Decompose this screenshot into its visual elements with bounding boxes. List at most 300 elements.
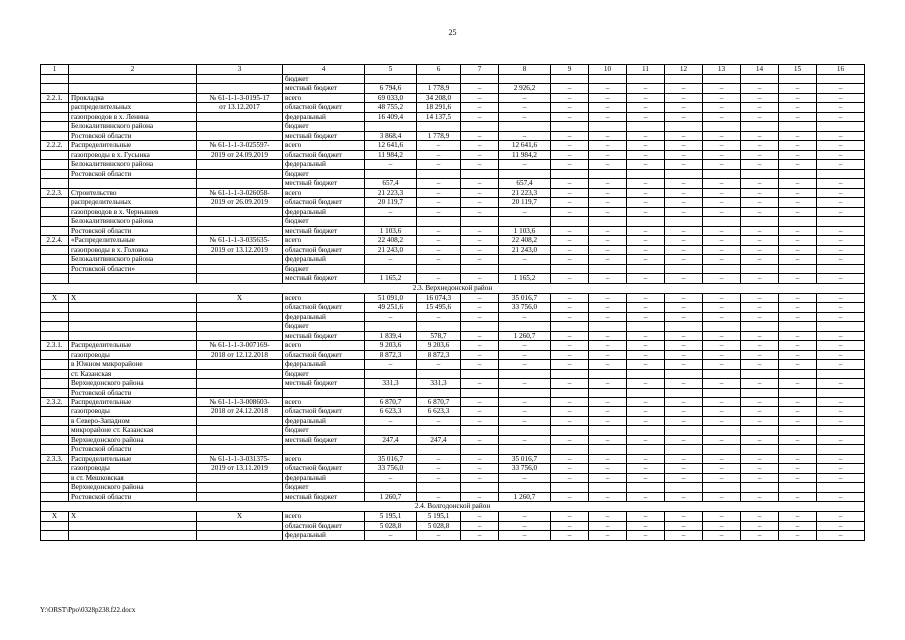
amount-cell	[779, 75, 817, 84]
amount-cell	[551, 445, 589, 454]
amount-cell: –	[741, 331, 779, 340]
object-name-cell	[69, 274, 197, 283]
amount-cell: –	[499, 407, 551, 416]
amount-cell: –	[627, 179, 665, 188]
amount-cell: –	[461, 131, 499, 140]
amount-cell: –	[703, 512, 741, 521]
header-cell: 4	[283, 65, 365, 75]
funding-source-cell: бюджет	[283, 264, 365, 273]
amount-cell: –	[627, 150, 665, 159]
object-name-cell: микрорайоне ст. Казанская	[69, 426, 197, 435]
amount-cell: –	[365, 473, 417, 482]
document-number-cell: 2018 от 24.12.2018	[197, 407, 283, 416]
amount-cell	[499, 217, 551, 226]
amount-cell: –	[665, 131, 703, 140]
amount-cell	[551, 388, 589, 397]
section-title: 2.3. Верхнедонской район	[41, 283, 865, 293]
document-number-cell: 2019 от 24.09.2019	[197, 150, 283, 159]
amount-cell: –	[665, 207, 703, 216]
item-number-cell	[41, 75, 69, 84]
amount-cell	[817, 426, 865, 435]
item-number-cell	[41, 245, 69, 254]
funding-source-cell: федеральный	[283, 160, 365, 169]
funding-source-cell: федеральный	[283, 531, 365, 540]
amount-cell: –	[627, 245, 665, 254]
amount-cell: –	[551, 341, 589, 350]
amount-cell: –	[627, 141, 665, 150]
funding-source-cell	[283, 388, 365, 397]
document-number-cell	[197, 521, 283, 530]
amount-cell: –	[461, 198, 499, 207]
amount-cell	[627, 483, 665, 492]
amount-cell	[665, 75, 703, 84]
amount-cell: –	[665, 84, 703, 93]
amount-cell: –	[741, 112, 779, 121]
object-name-cell: распределительных	[69, 103, 197, 112]
amount-cell: –	[589, 454, 627, 463]
amount-cell: –	[461, 407, 499, 416]
amount-cell: –	[665, 274, 703, 283]
amount-cell: –	[703, 312, 741, 321]
amount-cell: –	[417, 274, 461, 283]
amount-cell: –	[779, 103, 817, 112]
amount-cell: –	[461, 454, 499, 463]
table-row	[41, 122, 865, 131]
funding-source-cell: местный бюджет	[283, 226, 365, 235]
amount-cell: –	[589, 407, 627, 416]
amount-cell	[417, 322, 461, 331]
amount-cell: –	[461, 473, 499, 482]
amount-cell: –	[779, 245, 817, 254]
amount-cell: –	[665, 464, 703, 473]
amount-cell: –	[589, 512, 627, 521]
amount-cell: –	[627, 473, 665, 482]
amount-cell	[779, 388, 817, 397]
amount-cell	[417, 426, 461, 435]
amount-cell: –	[779, 531, 817, 540]
item-number-cell	[41, 521, 69, 530]
amount-cell: –	[499, 350, 551, 359]
item-number-cell: 2.3.2.	[41, 397, 69, 406]
amount-cell: –	[589, 179, 627, 188]
amount-cell: 21 223,3	[365, 188, 417, 197]
amount-cell: –	[817, 416, 865, 425]
object-name-cell: «Распределительные	[69, 236, 197, 245]
amount-cell: –	[417, 312, 461, 321]
item-number-cell	[41, 312, 69, 321]
object-name-cell: Распределительные	[69, 141, 197, 150]
amount-cell	[365, 169, 417, 178]
amount-cell: –	[499, 379, 551, 388]
amount-cell: –	[703, 331, 741, 340]
amount-cell	[741, 388, 779, 397]
funding-source-cell: местный бюджет	[283, 331, 365, 340]
amount-cell: 33 756,0	[365, 464, 417, 473]
amount-cell: –	[627, 397, 665, 406]
amount-cell: –	[779, 150, 817, 159]
object-name-cell: газопроводы в х. Гусынка	[69, 150, 197, 159]
amount-cell: –	[741, 179, 779, 188]
document-number-cell	[197, 217, 283, 226]
document-number-cell: 2019 от 13.12.2019	[197, 245, 283, 254]
amount-cell	[365, 369, 417, 378]
amount-cell	[499, 483, 551, 492]
amount-cell: –	[627, 303, 665, 312]
amount-cell	[703, 388, 741, 397]
funding-source-cell	[283, 445, 365, 454]
amount-cell: 18 291,6	[417, 103, 461, 112]
funding-source-cell: бюджет	[283, 322, 365, 331]
amount-cell: –	[589, 255, 627, 264]
amount-cell: 5 195,1	[417, 512, 461, 521]
amount-cell: –	[665, 435, 703, 444]
amount-cell	[417, 169, 461, 178]
amount-cell	[461, 483, 499, 492]
amount-cell: –	[703, 454, 741, 463]
amount-cell: –	[779, 407, 817, 416]
amount-cell: –	[665, 512, 703, 521]
amount-cell	[627, 75, 665, 84]
funding-source-cell: местный бюджет	[283, 435, 365, 444]
object-name-cell: Белокалитвинского района	[69, 217, 197, 226]
table-row	[41, 473, 865, 482]
amount-cell: –	[817, 312, 865, 321]
amount-cell: –	[817, 303, 865, 312]
amount-cell	[461, 445, 499, 454]
amount-cell: 1 839,4	[365, 331, 417, 340]
amount-cell	[627, 264, 665, 273]
amount-cell	[665, 264, 703, 273]
amount-cell: –	[741, 236, 779, 245]
amount-cell: –	[499, 473, 551, 482]
item-number-cell	[41, 426, 69, 435]
table-row	[41, 531, 865, 540]
table-row	[41, 236, 865, 245]
amount-cell: –	[817, 512, 865, 521]
table-row	[41, 521, 865, 530]
item-number-cell	[41, 445, 69, 454]
amount-cell: –	[741, 492, 779, 501]
amount-cell: 6 870,7	[417, 397, 461, 406]
amount-cell: –	[627, 331, 665, 340]
amount-cell: –	[551, 331, 589, 340]
amount-cell: –	[741, 360, 779, 369]
table-row	[41, 293, 865, 302]
header-cell: 6	[417, 65, 461, 75]
object-name-cell: Х	[69, 512, 197, 521]
amount-cell: –	[665, 93, 703, 102]
amount-cell: –	[741, 312, 779, 321]
table-row	[41, 245, 865, 254]
amount-cell: –	[627, 379, 665, 388]
amount-cell: –	[551, 245, 589, 254]
amount-cell: –	[741, 464, 779, 473]
amount-cell: –	[817, 198, 865, 207]
amount-cell: –	[551, 473, 589, 482]
amount-cell: –	[589, 379, 627, 388]
amount-cell: –	[779, 416, 817, 425]
amount-cell: –	[627, 131, 665, 140]
amount-cell: –	[741, 350, 779, 359]
amount-cell: 34 208,0	[417, 93, 461, 102]
amount-cell	[665, 322, 703, 331]
amount-cell: 21 223,3	[499, 188, 551, 197]
amount-cell: 21 243,0	[365, 245, 417, 254]
amount-cell	[817, 169, 865, 178]
amount-cell	[741, 122, 779, 131]
amount-cell	[551, 169, 589, 178]
amount-cell	[551, 122, 589, 131]
table-row	[41, 388, 865, 397]
document-number-cell	[197, 255, 283, 264]
amount-cell: –	[741, 245, 779, 254]
item-number-cell	[41, 217, 69, 226]
document-number-cell	[197, 274, 283, 283]
amount-cell: 22 408,2	[499, 236, 551, 245]
table-row	[41, 397, 865, 406]
item-number-cell: Х	[41, 512, 69, 521]
amount-cell: –	[551, 255, 589, 264]
item-number-cell	[41, 322, 69, 331]
table-row	[41, 93, 865, 102]
item-number-cell	[41, 303, 69, 312]
amount-cell: –	[461, 188, 499, 197]
table-row	[41, 112, 865, 121]
amount-cell: –	[499, 521, 551, 530]
amount-cell: –	[779, 312, 817, 321]
amount-cell: –	[779, 84, 817, 93]
amount-cell: –	[741, 198, 779, 207]
amount-cell: –	[551, 160, 589, 169]
amount-cell	[499, 426, 551, 435]
funding-source-cell: бюджет	[283, 483, 365, 492]
amount-cell: –	[627, 103, 665, 112]
amount-cell: –	[817, 131, 865, 140]
amount-cell: –	[817, 255, 865, 264]
amount-cell: –	[703, 379, 741, 388]
amount-cell	[779, 169, 817, 178]
amount-cell	[779, 264, 817, 273]
header-row	[41, 65, 865, 75]
amount-cell: –	[817, 464, 865, 473]
amount-cell: –	[741, 226, 779, 235]
amount-cell: –	[499, 112, 551, 121]
amount-cell: –	[551, 464, 589, 473]
amount-cell: –	[589, 226, 627, 235]
amount-cell	[703, 217, 741, 226]
amount-cell: –	[779, 492, 817, 501]
amount-cell: –	[703, 141, 741, 150]
amount-cell: –	[589, 341, 627, 350]
document-number-cell	[197, 483, 283, 492]
item-number-cell: 2.3.1.	[41, 341, 69, 350]
item-number-cell	[41, 122, 69, 131]
amount-cell: 8 872,3	[365, 350, 417, 359]
amount-cell	[779, 426, 817, 435]
amount-cell	[779, 369, 817, 378]
amount-cell: 1 165,2	[499, 274, 551, 283]
amount-cell: 657,4	[499, 179, 551, 188]
amount-cell: 16 074,3	[417, 293, 461, 302]
funding-source-cell: областной бюджет	[283, 464, 365, 473]
amount-cell: –	[817, 407, 865, 416]
table-row	[41, 188, 865, 197]
item-number-cell	[41, 198, 69, 207]
amount-cell: –	[589, 416, 627, 425]
amount-cell: –	[703, 150, 741, 159]
amount-cell: –	[779, 112, 817, 121]
amount-cell: –	[665, 360, 703, 369]
table-row	[41, 160, 865, 169]
amount-cell	[417, 122, 461, 131]
funding-source-cell: областной бюджет	[283, 103, 365, 112]
table-row	[41, 341, 865, 350]
amount-cell: –	[627, 274, 665, 283]
amount-cell: –	[817, 397, 865, 406]
amount-cell	[461, 264, 499, 273]
amount-cell: –	[551, 198, 589, 207]
funding-source-cell: федеральный	[283, 360, 365, 369]
amount-cell: –	[817, 531, 865, 540]
amount-cell: 22 408,2	[365, 236, 417, 245]
amount-cell: –	[589, 464, 627, 473]
amount-cell: –	[365, 160, 417, 169]
amount-cell: 247,4	[417, 435, 461, 444]
object-name-cell: Ростовской области	[69, 445, 197, 454]
amount-cell	[365, 322, 417, 331]
amount-cell	[741, 217, 779, 226]
document-number-cell	[197, 179, 283, 188]
amount-cell: 1 260,7	[365, 492, 417, 501]
amount-cell: –	[741, 435, 779, 444]
amount-cell: –	[627, 464, 665, 473]
amount-cell: –	[417, 531, 461, 540]
amount-cell: –	[665, 160, 703, 169]
amount-cell: –	[417, 226, 461, 235]
amount-cell: –	[817, 454, 865, 463]
amount-cell: –	[365, 531, 417, 540]
funding-source-cell: всего	[283, 512, 365, 521]
funding-source-cell: федеральный	[283, 207, 365, 216]
amount-cell: –	[461, 141, 499, 150]
object-name-cell: Ростовской области	[69, 169, 197, 178]
object-name-cell: газопроводы	[69, 464, 197, 473]
section-row	[41, 502, 865, 512]
amount-cell: –	[551, 360, 589, 369]
amount-cell: 5 195,1	[365, 512, 417, 521]
amount-cell: –	[817, 492, 865, 501]
funding-source-cell: федеральный	[283, 112, 365, 121]
table-row	[41, 445, 865, 454]
amount-cell: –	[627, 84, 665, 93]
amount-cell	[779, 217, 817, 226]
amount-cell: –	[665, 112, 703, 121]
document-number-cell	[197, 435, 283, 444]
table-row	[41, 131, 865, 140]
amount-cell: –	[741, 150, 779, 159]
amount-cell: –	[665, 236, 703, 245]
amount-cell: 11 984,2	[499, 150, 551, 159]
amount-cell	[499, 388, 551, 397]
amount-cell: 35 016,7	[365, 454, 417, 463]
amount-cell: –	[499, 160, 551, 169]
amount-cell: –	[779, 198, 817, 207]
amount-cell: –	[741, 473, 779, 482]
funding-source-cell: всего	[283, 141, 365, 150]
amount-cell	[741, 322, 779, 331]
amount-cell: –	[589, 473, 627, 482]
amount-cell: –	[703, 236, 741, 245]
object-name-cell: Распределительные	[69, 341, 197, 350]
header-cell: 2	[69, 65, 197, 75]
amount-cell: –	[627, 416, 665, 425]
amount-cell: –	[627, 435, 665, 444]
amount-cell: –	[589, 188, 627, 197]
amount-cell: –	[551, 512, 589, 521]
funding-source-cell: всего	[283, 397, 365, 406]
amount-cell: –	[589, 492, 627, 501]
table-row	[41, 426, 865, 435]
object-name-cell: газопроводов в х. Чернышев	[69, 207, 197, 216]
amount-cell	[499, 264, 551, 273]
amount-cell: –	[589, 103, 627, 112]
item-number-cell: 2.2.1.	[41, 93, 69, 102]
item-number-cell	[41, 255, 69, 264]
amount-cell: –	[461, 521, 499, 530]
amount-cell: –	[551, 93, 589, 102]
amount-cell: –	[741, 103, 779, 112]
object-name-cell	[69, 531, 197, 540]
amount-cell	[551, 322, 589, 331]
header-cell: 3	[197, 65, 283, 75]
amount-cell: –	[417, 160, 461, 169]
amount-cell: –	[417, 207, 461, 216]
document-number-cell: № 61-1-1-3-026058-	[197, 188, 283, 197]
amount-cell: –	[499, 416, 551, 425]
amount-cell: –	[461, 226, 499, 235]
header-cell: 13	[703, 65, 741, 75]
amount-cell: –	[365, 416, 417, 425]
funding-source-cell: областной бюджет	[283, 245, 365, 254]
table-row	[41, 84, 865, 93]
amount-cell: –	[779, 293, 817, 302]
amount-cell: –	[589, 93, 627, 102]
amount-cell: –	[461, 179, 499, 188]
table-row	[41, 274, 865, 283]
amount-cell	[627, 369, 665, 378]
amount-cell: –	[461, 350, 499, 359]
amount-cell: –	[779, 341, 817, 350]
document-number-cell: 2018 от 12.12.2018	[197, 350, 283, 359]
amount-cell: –	[779, 179, 817, 188]
amount-cell	[365, 75, 417, 84]
object-name-cell: в Южном микрорайоне	[69, 360, 197, 369]
document-number-cell	[197, 331, 283, 340]
funding-source-cell: всего	[283, 188, 365, 197]
amount-cell: –	[417, 464, 461, 473]
amount-cell: –	[499, 207, 551, 216]
amount-cell: –	[703, 245, 741, 254]
amount-cell: –	[703, 188, 741, 197]
amount-cell: 5 028,8	[417, 521, 461, 530]
amount-cell	[461, 388, 499, 397]
amount-cell: –	[551, 131, 589, 140]
amount-cell: –	[665, 141, 703, 150]
amount-cell: 49 251,6	[365, 303, 417, 312]
amount-cell	[627, 322, 665, 331]
amount-cell: –	[461, 112, 499, 121]
amount-cell: –	[499, 312, 551, 321]
